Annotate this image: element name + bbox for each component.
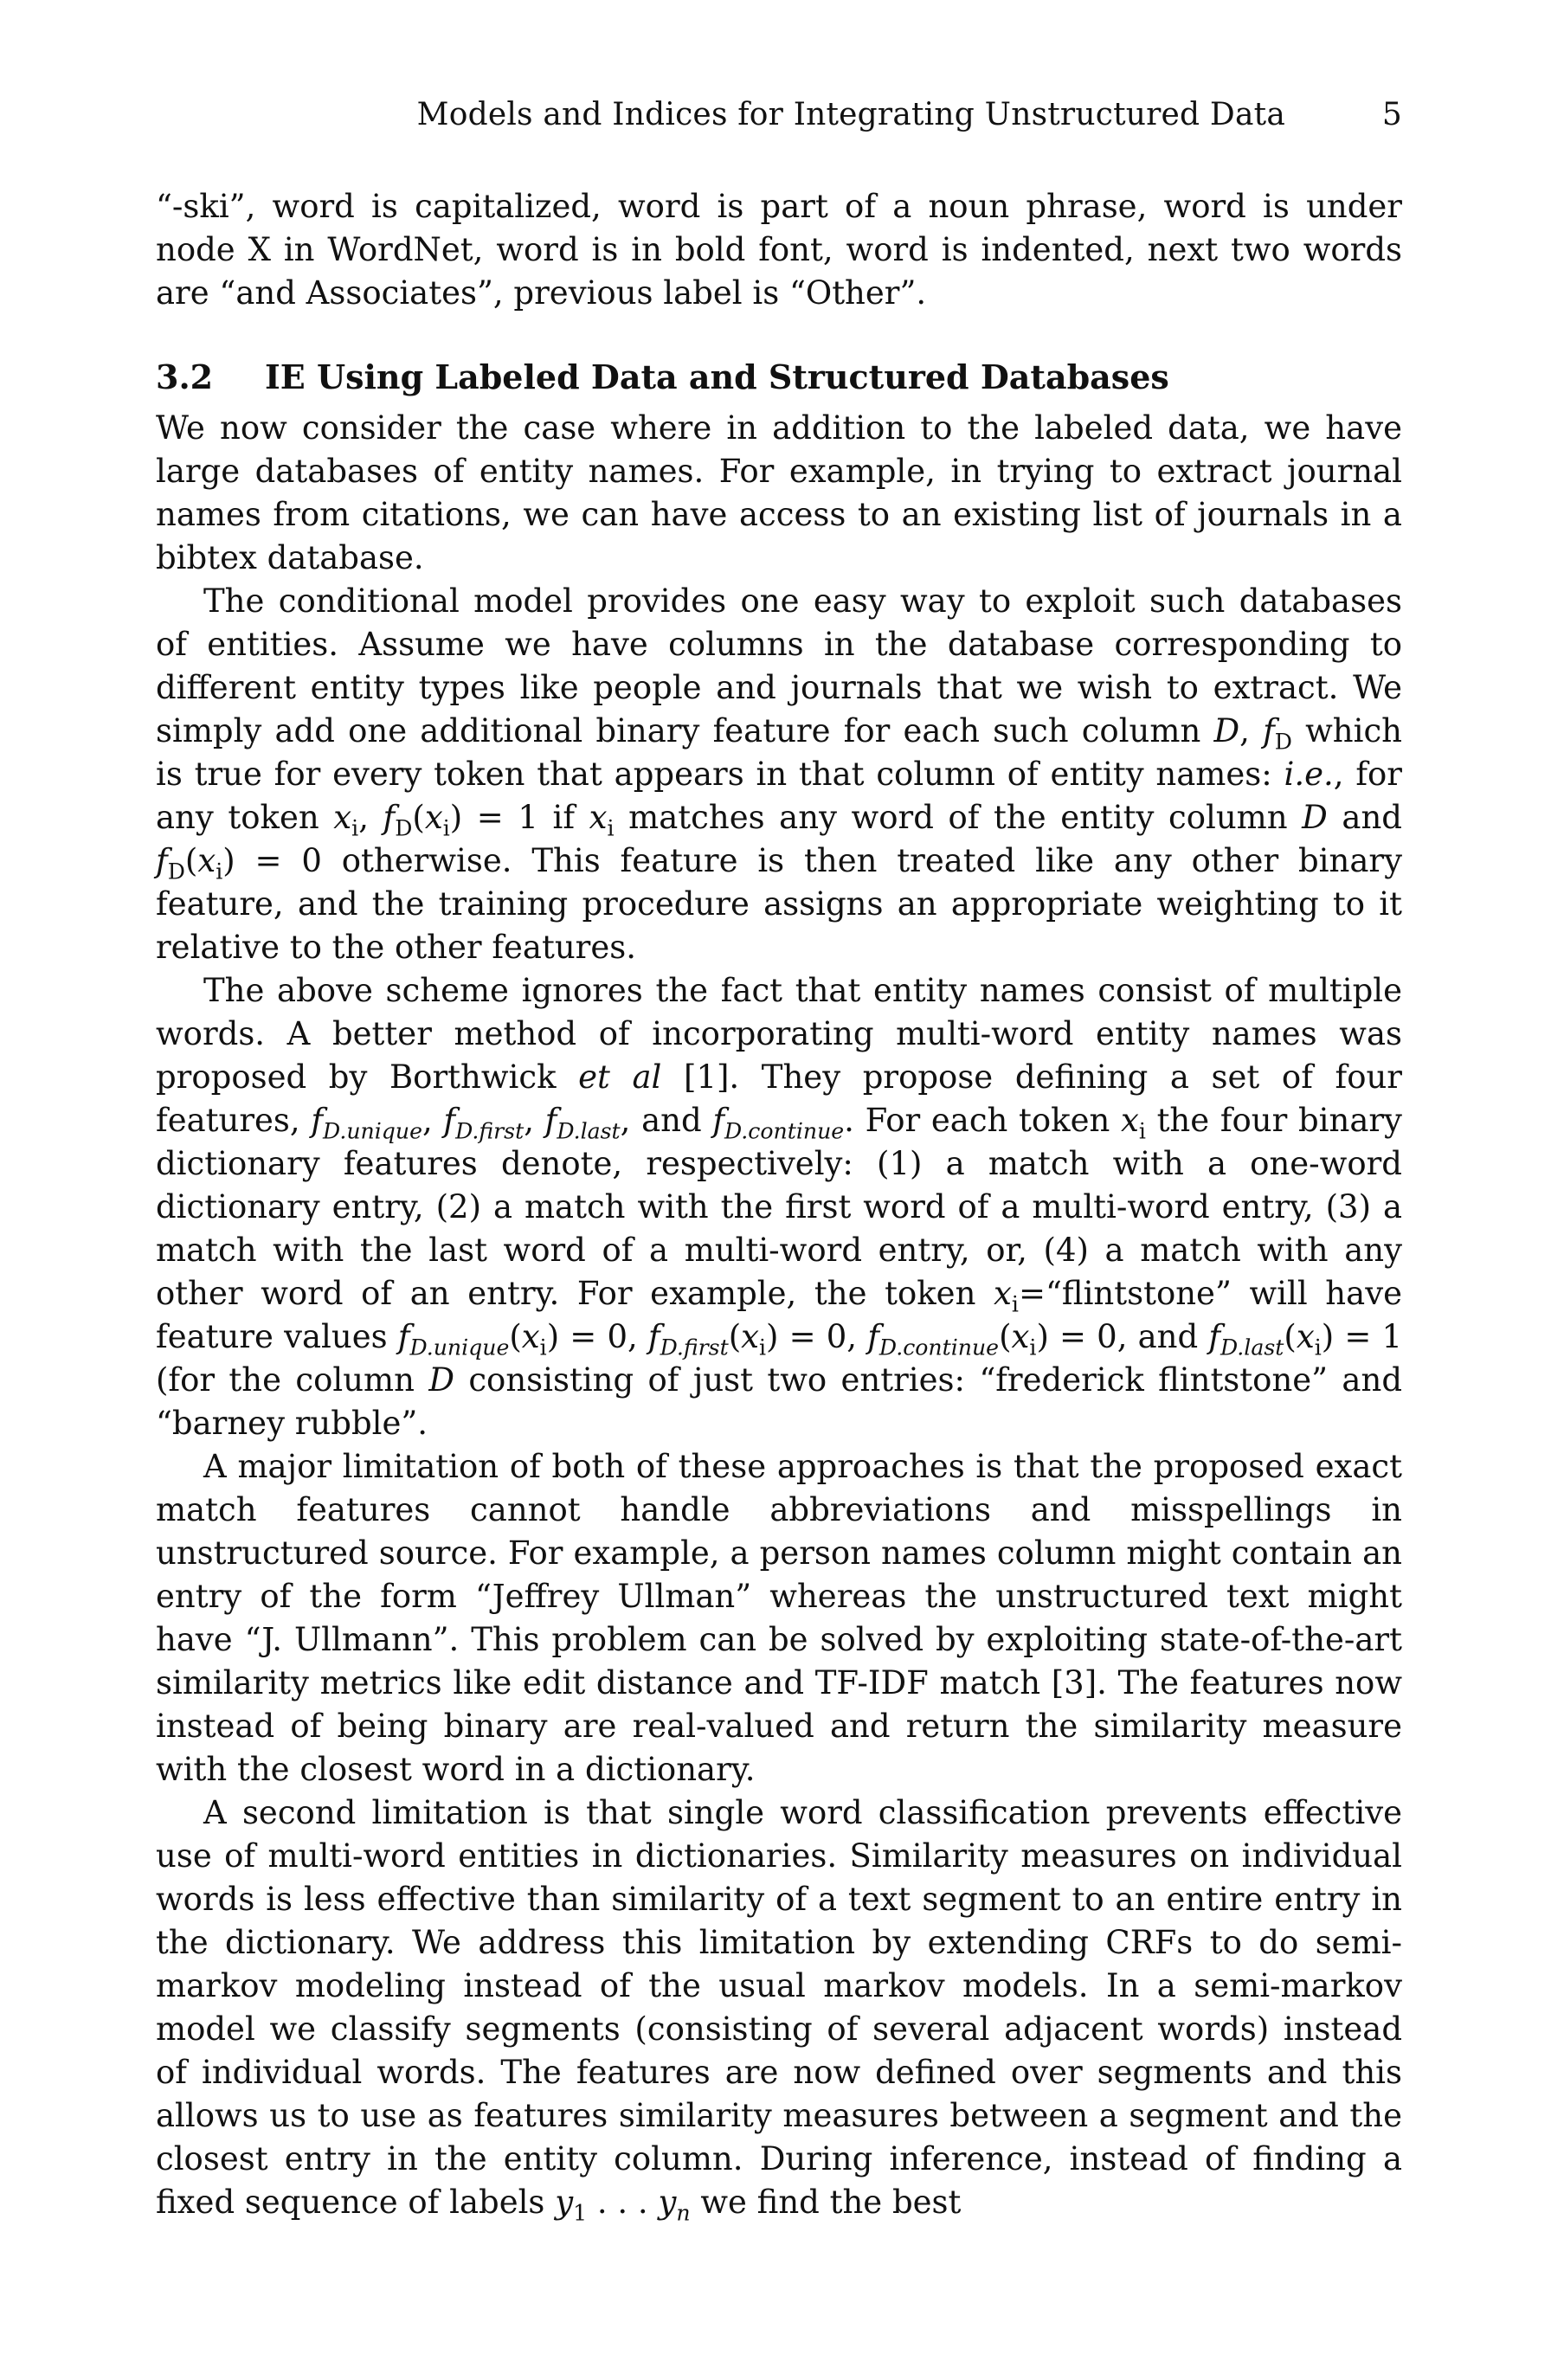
section-heading: [156, 353, 1402, 402]
running-header: [156, 97, 1402, 149]
continued-paragraph: “-ski”, word is capitalized, word is part of a noun phrase, word is under node X in WordNet, word is in bold font, word is indented, next two words are “and Associates”, previous label is “Other”.: [156, 188, 1402, 312]
paragraph-3: The above scheme ignores the fact that entity names consist of multiple words. A better method of incorporating multi-word entity names was proposed by Borthwick et al [1]. They propose defining a set of four features, $f_{D.unique}$, $f_{D.first}$, $f_{D.last}$, and $f_{D.continue}$. For each token $x_i$ the four binary dictionary features denote, respectively: (1) a match with a one-word dictionary entry, (2) a match with the first word of a multi-word entry, (3) a match with the last word of a multi-word entry, or, (4) a match with any other word of an entry. For example, the token $x_i=“flintstone$” will have feature values $f_{D.unique}(x_i) = 0$, $f_{D.first}(x_i) = 0$, $f_{D.continue}(x_i) = 0$, and $f_{D.last}(x_i) = 1$ (for the column D consisting of just two entries: “frederick flintstone” and “barney rubble”.: [156, 972, 1403, 1442]
math-ie: i.e.: [1284, 756, 1334, 793]
page-number: 5: [1381, 97, 1402, 132]
body-text: [156, 185, 1402, 2224]
math-d: D: [1213, 712, 1240, 749]
section-title: IE Using Labeled Data and Structured Databases: [265, 357, 1169, 396]
paragraph-5: A second limitation is that single word classification prevents effective use of multi-word entities in dictionaries. Similarity measures on individual words is less effective than similarity of a text segment to an entire entry in the dictionary. We address this limitation by extending CRFs to do semi-markov modeling instead of the usual markov models. In a semi-markov model we classify segments (consisting of several adjacent words) instead of individual words. The features are now defined over segments and this allows us to use as features similarity measures between a segment and the closest entry in the entity column. During inference, instead of finding a fixed sequence of labels $y_1$ . . . $y_n$ we find the best: [156, 1794, 1402, 2226]
paragraph-1: We now consider the case where in addition to the labeled data, we have large databases of entity names. For example, in trying to extract journal names from citations, we can have access to an existing list of journals in a bibtex database.: [156, 409, 1402, 576]
running-title: Models and Indices for Integrating Unstructured Data: [416, 97, 1285, 132]
math-et-al: et al: [578, 1058, 662, 1096]
paragraph-2: The conditional model provides one easy way to exploit such databases of entities. Assume we have columns in the database corresponding to different entity types like people and journals that we wish to extract. We simply add one additional binary feature for each such column D, $f_D$ which is true for every token that appears in that column of entity names: i.e., for any token $x_i$, $f_D(x_i) = 1$ if $x_i$ matches any word of the entity column D and $f_D(x_i) = 0$ otherwise. This feature is then treated like any other binary feature, and the training procedure assigns an appropriate weighting to it relative to the other features.: [156, 582, 1402, 966]
paragraph-4: A major limitation of both of these approaches is that the proposed exact match features cannot handle abbreviations and misspellings in unstructured source. For example, a person names column might contain an entry of the form “Jeffrey Ullman” whereas the unstructured text might have “J. Ullmann”. This problem can be solved by exploiting state-of-the-art similarity metrics like edit distance and TF-IDF match [3]. The features now instead of being binary are real-valued and return the similarity measure with the closest word in a dictionary.: [156, 1448, 1402, 1788]
math-f: f: [1263, 712, 1275, 749]
section-number: 3.2: [156, 357, 214, 396]
page: [156, 97, 1402, 2224]
